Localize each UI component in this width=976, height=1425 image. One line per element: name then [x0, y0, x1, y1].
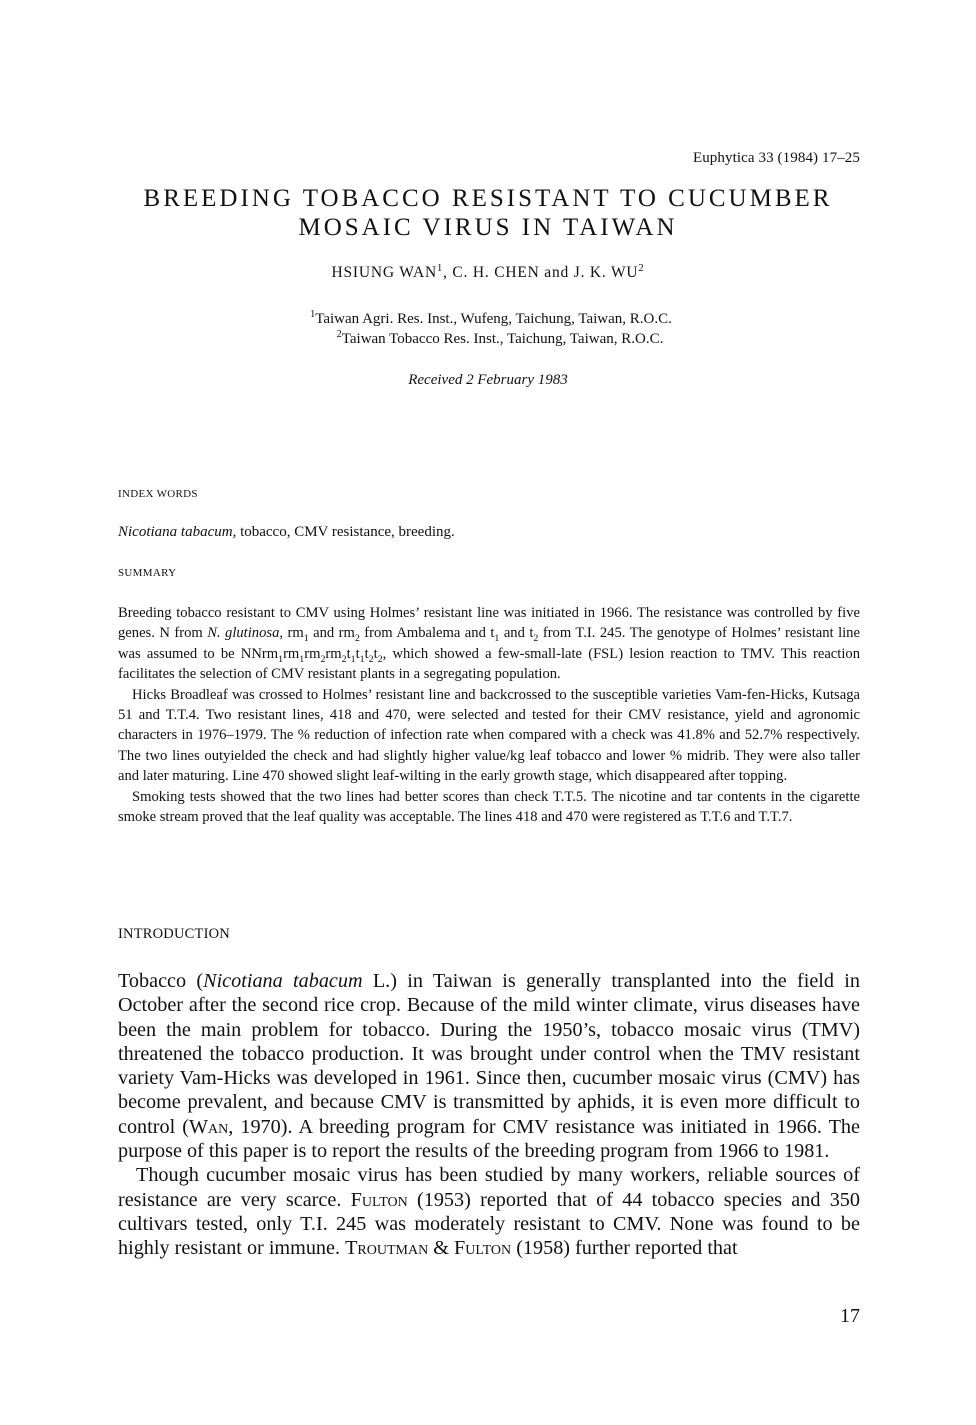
summary-heading: SUMMARY [118, 567, 177, 579]
journal-reference: Euphytica 33 (1984) 17–25 [692, 150, 860, 166]
summary-paragraph-3: Smoking tests showed that the two lines had better scores than check T.T.5. The nicotine and tar contents in the cigarette smoke stream proved that the leaf quality was acceptable. The lines 418 and 470 were registered as T.T.6 and T.T.7. [118, 788, 860, 826]
intro-paragraph-1: Tobacco (Nicotiana tabacum L.) in Taiwan is generally transplanted into the field in October after the second rice crop. Because of the mild winter climate, virus diseases have been the main problem for tobacco. During the 1950’s, tobacco mosaic virus (TMV) threatened the tobacco production. It was brought under control when the TMV resistant variety Vam-Hicks was developed in 1961. Since then, cucumber mosaic virus (CMV) has become prevalent, and because CMV is transmitted by aphids, it is even more difficult to control (Wan, 1970). A breeding program for CMV resistance was initiated in 1966. The purpose of this paper is to report the results of the breeding program from 1966 to 1981. [118, 970, 861, 1163]
citation-author: Fulton [350, 1188, 408, 1211]
page-number: 17 [840, 1305, 860, 1327]
paper-title [0, 184, 976, 242]
keyword-species: Nicotiana tabacum, [118, 524, 237, 540]
citation-author: Fulton [454, 1237, 512, 1260]
affiliation-2 [0, 331, 976, 348]
introduction-body [118, 969, 860, 1261]
index-words-heading: INDEX WORDS [118, 488, 198, 500]
author-3-affil-mark: 2 [638, 262, 645, 274]
author-list [0, 264, 976, 282]
received-date: Received 2 February 1983 [408, 372, 568, 388]
keywords [118, 524, 455, 541]
citation-author: Troutman [345, 1237, 429, 1260]
citation-author: Wan [188, 1115, 229, 1138]
title-line-2: MOSAIC VIRUS IN TAIWAN [298, 214, 678, 241]
author-1-name: HSIUNG WAN [331, 264, 437, 281]
summary-paragraph-2: Hicks Broadleaf was crossed to Holmes’ resistant line and backcrossed to the susceptible varieties Vam-fen-Hicks, Kutsaga 51 and T.T.4. Two resistant lines, 418 and 470, were selected and tested for their CMV resistance, yield and agronomic characters in 1976–1979. The % reduction of infection rate when compared with a check was 41.8% and 52.7% respectively. The two lines outyielded the check and had slightly higher value/kg leaf tobacco and lower % midrib. They were also taller and later maturing. Line 470 showed slight leaf-wilting in the early growth stage, which disappeared after topping. [118, 686, 860, 785]
keyword-rest: tobacco, CMV resistance, breeding. [236, 524, 455, 540]
intro-paragraph-2: Though cucumber mosaic virus has been studied by many workers, reliable sources of resistance are very scarce. Fulton (1953) reported that of 44 tobacco species and 350 cultivars tested, only T.I. 245 was moderately resistant to CMV. None was found to be highly resistant or immune. Troutman & Fulton (1958) further reported that [118, 1164, 860, 1260]
affiliation-2-mark: 2 [336, 329, 342, 340]
author-others: , C. H. CHEN and J. K. WU [443, 264, 639, 281]
affiliation-1 [0, 311, 976, 328]
summary-paragraph-1: Breeding tobacco resistant to CMV using Holmes’ resistant line was initiated in 1966. The resistance was controlled by five genes. N from N. glutinosa, $rm_1$ and $rm_2$ from Ambalema and $t_1$ and $t_2$ from T.I. 245. The genotype of Holmes’ resistant line was assumed to be $NNrm_1rm_1rm_2rm_2t_1t_1t_2t_2$, which showed a few-small-late (FSL) lesion reaction to TMV. This reaction facilitates the selection of CMV resistant plants in a segregating population. [118, 605, 860, 683]
summary-body [118, 603, 860, 827]
affiliation-2-text: Taiwan Tobacco Res. Inst., Taichung, Taiwan, R.O.C. [341, 331, 664, 347]
title-line-1: BREEDING TOBACCO RESISTANT TO CUCUMBER [143, 185, 833, 212]
author-1-affil-mark: 1 [436, 262, 444, 274]
affiliation-1-text: Taiwan Agri. Res. Inst., Wufeng, Taichung, Taiwan, R.O.C. [315, 311, 672, 327]
affiliation-1-mark: 1 [310, 309, 316, 320]
introduction-heading: INTRODUCTION [118, 926, 230, 942]
